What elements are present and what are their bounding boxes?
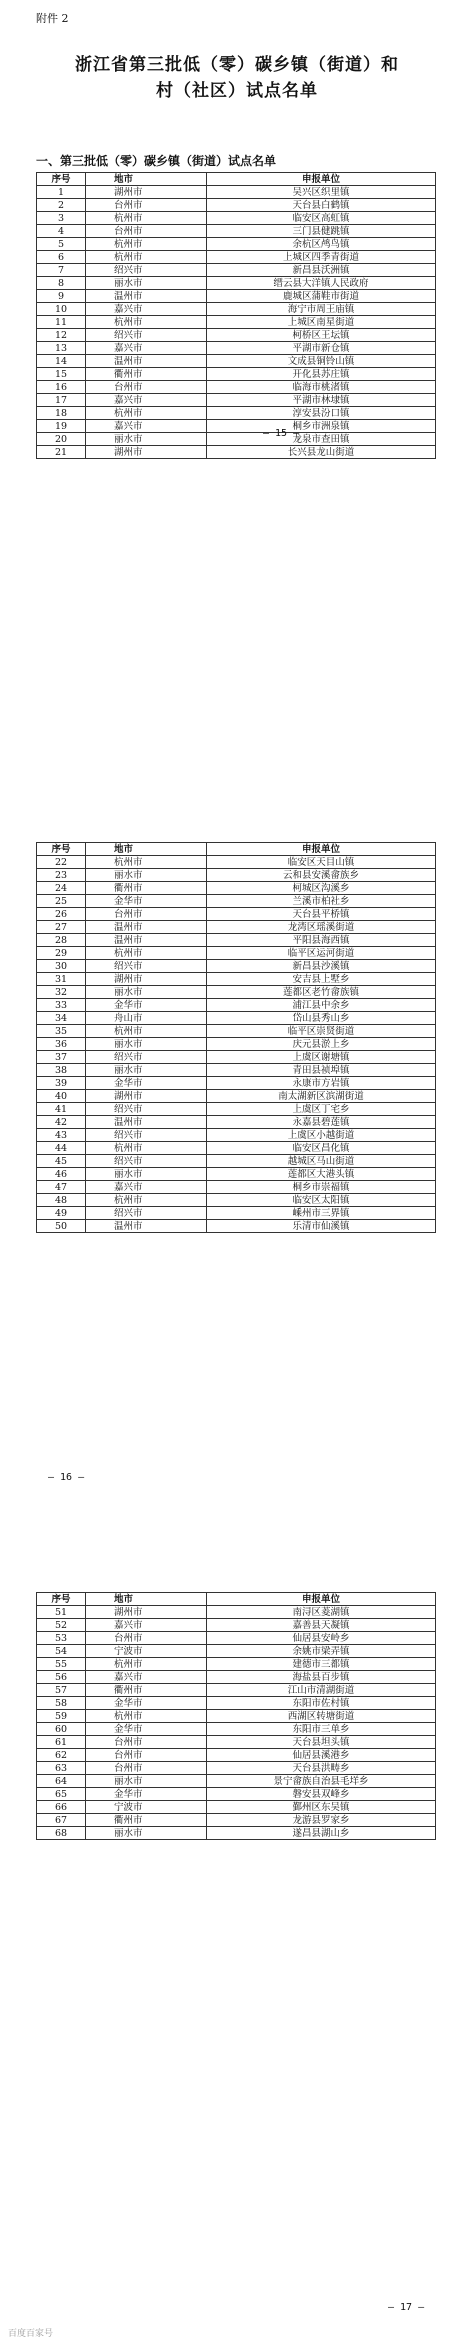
table-row (37, 1671, 436, 1684)
table-row (37, 394, 436, 407)
pilot-table-page-1 (36, 172, 436, 459)
cell-index: 48 (37, 1194, 86, 1207)
cell-index: 28 (37, 934, 86, 947)
cell-city: 温州市 (86, 1116, 207, 1129)
cell-index: 19 (37, 420, 86, 433)
cell-applicant: 龙泉市查田镇 (207, 433, 436, 446)
cell-index: 23 (37, 869, 86, 882)
table-row (37, 1788, 436, 1801)
table-row (37, 1064, 436, 1077)
cell-city: 宁波市 (86, 1645, 207, 1658)
cell-applicant: 临平区运河街道 (207, 947, 436, 960)
cell-city: 温州市 (86, 1220, 207, 1233)
cell-index: 4 (37, 225, 86, 238)
cell-index: 15 (37, 368, 86, 381)
cell-applicant: 淳安县汾口镇 (207, 407, 436, 420)
cell-city: 绍兴市 (86, 264, 207, 277)
cell-index: 9 (37, 290, 86, 303)
table-row (37, 1697, 436, 1710)
cell-applicant: 南浔区菱湖镇 (207, 1606, 436, 1619)
cell-applicant: 柯城区沟溪乡 (207, 882, 436, 895)
cell-city: 台州市 (86, 1736, 207, 1749)
cell-applicant: 长兴县龙山街道 (207, 446, 436, 459)
cell-city: 绍兴市 (86, 960, 207, 973)
cell-index: 20 (37, 433, 86, 446)
table-row (37, 420, 436, 433)
cell-city: 湖州市 (86, 1606, 207, 1619)
cell-city: 宁波市 (86, 1801, 207, 1814)
header-city: 地市 (86, 843, 207, 856)
cell-index: 6 (37, 251, 86, 264)
cell-index: 56 (37, 1671, 86, 1684)
table-row (37, 1077, 436, 1090)
table-row (37, 1827, 436, 1840)
cell-index: 68 (37, 1827, 86, 1840)
table-row (37, 251, 436, 264)
cell-city: 绍兴市 (86, 1051, 207, 1064)
cell-index: 12 (37, 329, 86, 342)
table-row (37, 934, 436, 947)
cell-city: 丽水市 (86, 1775, 207, 1788)
cell-applicant: 桐乡市洲泉镇 (207, 420, 436, 433)
cell-city: 衢州市 (86, 1814, 207, 1827)
cell-applicant: 平阳县海西镇 (207, 934, 436, 947)
cell-city: 台州市 (86, 199, 207, 212)
cell-city: 杭州市 (86, 947, 207, 960)
cell-city: 金华市 (86, 1077, 207, 1090)
header-index: 序号 (37, 1593, 86, 1606)
cell-city: 丽水市 (86, 869, 207, 882)
cell-city: 杭州市 (86, 1658, 207, 1671)
cell-city: 温州市 (86, 290, 207, 303)
cell-city: 嘉兴市 (86, 394, 207, 407)
cell-city: 台州市 (86, 908, 207, 921)
cell-applicant: 建德市三都镇 (207, 1658, 436, 1671)
cell-index: 40 (37, 1090, 86, 1103)
table-row (37, 908, 436, 921)
table-row (37, 856, 436, 869)
cell-applicant: 上城区南星街道 (207, 316, 436, 329)
table-row (37, 1723, 436, 1736)
table-row (37, 1775, 436, 1788)
cell-city: 湖州市 (86, 973, 207, 986)
title-line-1: 浙江省第三批低（零）碳乡镇（街道）和 (75, 55, 399, 75)
table-row (37, 1749, 436, 1762)
header-city: 地市 (86, 1593, 207, 1606)
cell-city: 丽水市 (86, 277, 207, 290)
cell-index: 11 (37, 316, 86, 329)
cell-applicant: 磐安县双峰乡 (207, 1788, 436, 1801)
cell-city: 杭州市 (86, 238, 207, 251)
header-index: 序号 (37, 843, 86, 856)
table-row (37, 407, 436, 420)
cell-applicant: 临海市桃渚镇 (207, 381, 436, 394)
cell-applicant: 龙游县罗家乡 (207, 1814, 436, 1827)
cell-index: 16 (37, 381, 86, 394)
table-row (37, 238, 436, 251)
cell-applicant: 安吉县上墅乡 (207, 973, 436, 986)
table-row (37, 316, 436, 329)
cell-city: 温州市 (86, 934, 207, 947)
cell-city: 绍兴市 (86, 329, 207, 342)
table-row (37, 212, 436, 225)
cell-applicant: 上虞区小越街道 (207, 1129, 436, 1142)
cell-index: 17 (37, 394, 86, 407)
table-row (37, 199, 436, 212)
cell-applicant: 南太湖新区滨湖街道 (207, 1090, 436, 1103)
cell-index: 51 (37, 1606, 86, 1619)
table-row (37, 1090, 436, 1103)
cell-index: 25 (37, 895, 86, 908)
table-body (37, 856, 436, 1233)
page-number: — 16 — (48, 1472, 85, 1483)
table-row (37, 1207, 436, 1220)
cell-city: 丽水市 (86, 1168, 207, 1181)
cell-applicant: 鄞州区东吴镇 (207, 1801, 436, 1814)
cell-city: 舟山市 (86, 1012, 207, 1025)
table-header-row (37, 843, 436, 856)
cell-index: 54 (37, 1645, 86, 1658)
cell-city: 杭州市 (86, 251, 207, 264)
table-row (37, 1103, 436, 1116)
cell-city: 丽水市 (86, 1038, 207, 1051)
cell-applicant: 天台县平桥镇 (207, 908, 436, 921)
cell-applicant: 鹿城区蒲鞋市街道 (207, 290, 436, 303)
cell-index: 13 (37, 342, 86, 355)
cell-index: 53 (37, 1632, 86, 1645)
cell-applicant: 天台县洪畴乡 (207, 1762, 436, 1775)
cell-city: 绍兴市 (86, 1103, 207, 1116)
cell-applicant: 新昌县沃洲镇 (207, 264, 436, 277)
cell-city: 台州市 (86, 1762, 207, 1775)
header-applicant: 申报单位 (207, 173, 436, 186)
cell-city: 衢州市 (86, 882, 207, 895)
cell-index: 63 (37, 1762, 86, 1775)
cell-index: 27 (37, 921, 86, 934)
cell-applicant: 浦江县中余乡 (207, 999, 436, 1012)
header-applicant: 申报单位 (207, 843, 436, 856)
cell-city: 嘉兴市 (86, 1181, 207, 1194)
cell-index: 61 (37, 1736, 86, 1749)
cell-applicant: 仙居县安岭乡 (207, 1632, 436, 1645)
cell-index: 39 (37, 1077, 86, 1090)
cell-index: 8 (37, 277, 86, 290)
table-row (37, 264, 436, 277)
cell-index: 30 (37, 960, 86, 973)
cell-index: 47 (37, 1181, 86, 1194)
cell-city: 台州市 (86, 381, 207, 394)
table-row (37, 446, 436, 459)
cell-index: 50 (37, 1220, 86, 1233)
table-row (37, 1632, 436, 1645)
cell-city: 嘉兴市 (86, 1619, 207, 1632)
table-row (37, 1116, 436, 1129)
cell-applicant: 柯桥区王坛镇 (207, 329, 436, 342)
table-row (37, 225, 436, 238)
cell-city: 台州市 (86, 225, 207, 238)
cell-applicant: 文成县铜铃山镇 (207, 355, 436, 368)
cell-index: 42 (37, 1116, 86, 1129)
cell-index: 24 (37, 882, 86, 895)
table-row (37, 921, 436, 934)
cell-index: 38 (37, 1064, 86, 1077)
header-city: 地市 (86, 173, 207, 186)
cell-applicant: 临安区昌化镇 (207, 1142, 436, 1155)
cell-index: 66 (37, 1801, 86, 1814)
table-row (37, 869, 436, 882)
cell-applicant: 新昌县沙溪镇 (207, 960, 436, 973)
cell-city: 嘉兴市 (86, 303, 207, 316)
watermark: 百度百家号 (8, 2329, 54, 2339)
table-row (37, 1012, 436, 1025)
cell-applicant: 越城区马山街道 (207, 1155, 436, 1168)
cell-applicant: 云和县安溪畲族乡 (207, 869, 436, 882)
cell-index: 14 (37, 355, 86, 368)
cell-index: 7 (37, 264, 86, 277)
table-row (37, 303, 436, 316)
cell-applicant: 庆元县淤上乡 (207, 1038, 436, 1051)
cell-index: 59 (37, 1710, 86, 1723)
cell-applicant: 天台县坦头镇 (207, 1736, 436, 1749)
cell-index: 21 (37, 446, 86, 459)
pilot-table-page-2 (36, 842, 436, 1233)
cell-index: 37 (37, 1051, 86, 1064)
cell-applicant: 临安区高虹镇 (207, 212, 436, 225)
cell-index: 60 (37, 1723, 86, 1736)
table-row (37, 1051, 436, 1064)
cell-city: 温州市 (86, 921, 207, 934)
table-row (37, 342, 436, 355)
cell-index: 44 (37, 1142, 86, 1155)
cell-applicant: 上城区四季青街道 (207, 251, 436, 264)
table-row (37, 1142, 436, 1155)
cell-index: 36 (37, 1038, 86, 1051)
document-title (0, 52, 474, 104)
cell-applicant: 临安区天目山镇 (207, 856, 436, 869)
table-row (37, 973, 436, 986)
cell-city: 丽水市 (86, 433, 207, 446)
table-row (37, 1194, 436, 1207)
cell-applicant: 海盐县百步镇 (207, 1671, 436, 1684)
cell-applicant: 临安区太阳镇 (207, 1194, 436, 1207)
table-row (37, 1736, 436, 1749)
cell-city: 金华市 (86, 1723, 207, 1736)
cell-applicant: 东阳市佐村镇 (207, 1697, 436, 1710)
table-row (37, 999, 436, 1012)
cell-city: 湖州市 (86, 186, 207, 199)
cell-city: 丽水市 (86, 1827, 207, 1840)
cell-city: 绍兴市 (86, 1207, 207, 1220)
cell-applicant: 乐清市仙溪镇 (207, 1220, 436, 1233)
cell-index: 33 (37, 999, 86, 1012)
table-row (37, 1220, 436, 1233)
table-header-row (37, 1593, 436, 1606)
table-row (37, 433, 436, 446)
cell-applicant: 江山市清湖街道 (207, 1684, 436, 1697)
cell-applicant: 三门县健跳镇 (207, 225, 436, 238)
cell-index: 58 (37, 1697, 86, 1710)
table-row (37, 1814, 436, 1827)
table-row (37, 1645, 436, 1658)
cell-city: 湖州市 (86, 446, 207, 459)
cell-applicant: 莲都区大港头镇 (207, 1168, 436, 1181)
cell-index: 22 (37, 856, 86, 869)
cell-index: 3 (37, 212, 86, 225)
cell-index: 2 (37, 199, 86, 212)
cell-city: 金华市 (86, 895, 207, 908)
cell-applicant: 青田县祯埠镇 (207, 1064, 436, 1077)
cell-index: 26 (37, 908, 86, 921)
page-number: — 17 — (388, 2302, 425, 2313)
table-row (37, 290, 436, 303)
cell-applicant: 天台县白鹤镇 (207, 199, 436, 212)
header-applicant: 申报单位 (207, 1593, 436, 1606)
cell-city: 台州市 (86, 1632, 207, 1645)
cell-index: 57 (37, 1684, 86, 1697)
cell-index: 43 (37, 1129, 86, 1142)
cell-index: 35 (37, 1025, 86, 1038)
cell-applicant: 平湖市林埭镇 (207, 394, 436, 407)
cell-city: 台州市 (86, 1749, 207, 1762)
cell-applicant: 遂昌县湖山乡 (207, 1827, 436, 1840)
cell-applicant: 海宁市周王庙镇 (207, 303, 436, 316)
table-row (37, 1762, 436, 1775)
cell-city: 绍兴市 (86, 1155, 207, 1168)
header-index: 序号 (37, 173, 86, 186)
table-header-row (37, 173, 436, 186)
title-line-2: 村（社区）试点名单 (156, 81, 318, 101)
table-row (37, 186, 436, 199)
cell-index: 29 (37, 947, 86, 960)
cell-applicant: 兰溪市柏社乡 (207, 895, 436, 908)
table-row (37, 1168, 436, 1181)
cell-applicant: 余姚市梁弄镇 (207, 1645, 436, 1658)
table-row (37, 1038, 436, 1051)
table-row (37, 1619, 436, 1632)
pilot-table-page-3 (36, 1592, 436, 1840)
cell-city: 杭州市 (86, 1025, 207, 1038)
cell-city: 丽水市 (86, 1064, 207, 1077)
cell-city: 金华市 (86, 1788, 207, 1801)
cell-applicant: 岱山县秀山乡 (207, 1012, 436, 1025)
table-row (37, 895, 436, 908)
table-row (37, 986, 436, 999)
cell-index: 32 (37, 986, 86, 999)
attachment-label: 附件 2 (36, 12, 69, 25)
table-row (37, 1181, 436, 1194)
cell-city: 杭州市 (86, 316, 207, 329)
cell-applicant: 开化县苏庄镇 (207, 368, 436, 381)
cell-city: 杭州市 (86, 407, 207, 420)
cell-index: 62 (37, 1749, 86, 1762)
cell-applicant: 永康市方岩镇 (207, 1077, 436, 1090)
table-row (37, 1684, 436, 1697)
cell-applicant: 桐乡市崇福镇 (207, 1181, 436, 1194)
cell-city: 绍兴市 (86, 1129, 207, 1142)
cell-index: 10 (37, 303, 86, 316)
page-number: — 15 — (263, 428, 300, 439)
cell-index: 67 (37, 1814, 86, 1827)
table-body (37, 186, 436, 459)
cell-index: 64 (37, 1775, 86, 1788)
cell-applicant: 上虞区谢塘镇 (207, 1051, 436, 1064)
cell-index: 5 (37, 238, 86, 251)
table-row (37, 277, 436, 290)
cell-applicant: 余杭区鸬鸟镇 (207, 238, 436, 251)
section-title: 一、第三批低（零）碳乡镇（街道）试点名单 (36, 154, 277, 168)
cell-applicant: 景宁畲族自治县毛垟乡 (207, 1775, 436, 1788)
table-row (37, 355, 436, 368)
cell-index: 65 (37, 1788, 86, 1801)
table-body (37, 1606, 436, 1840)
cell-city: 金华市 (86, 1697, 207, 1710)
cell-index: 34 (37, 1012, 86, 1025)
cell-applicant: 仙居县溪港乡 (207, 1749, 436, 1762)
cell-city: 嘉兴市 (86, 1671, 207, 1684)
cell-applicant: 嵊州市三界镇 (207, 1207, 436, 1220)
cell-applicant: 上虞区丁宅乡 (207, 1103, 436, 1116)
cell-index: 41 (37, 1103, 86, 1116)
table-row (37, 1025, 436, 1038)
cell-index: 18 (37, 407, 86, 420)
cell-city: 金华市 (86, 999, 207, 1012)
table-row (37, 1658, 436, 1671)
cell-city: 嘉兴市 (86, 342, 207, 355)
cell-applicant: 龙湾区瑶溪街道 (207, 921, 436, 934)
cell-city: 丽水市 (86, 986, 207, 999)
table-row (37, 1155, 436, 1168)
cell-index: 55 (37, 1658, 86, 1671)
cell-index: 45 (37, 1155, 86, 1168)
cell-city: 衢州市 (86, 1684, 207, 1697)
table-row (37, 1801, 436, 1814)
table-row (37, 960, 436, 973)
table-row (37, 381, 436, 394)
cell-applicant: 西湖区转塘街道 (207, 1710, 436, 1723)
table-row (37, 1129, 436, 1142)
cell-city: 杭州市 (86, 1710, 207, 1723)
cell-index: 1 (37, 186, 86, 199)
table-row (37, 329, 436, 342)
cell-city: 杭州市 (86, 1194, 207, 1207)
cell-applicant: 临平区崇贤街道 (207, 1025, 436, 1038)
cell-applicant: 嘉善县天凝镇 (207, 1619, 436, 1632)
cell-city: 湖州市 (86, 1090, 207, 1103)
cell-index: 46 (37, 1168, 86, 1181)
table-row (37, 1710, 436, 1723)
cell-city: 杭州市 (86, 856, 207, 869)
cell-city: 衢州市 (86, 368, 207, 381)
cell-index: 31 (37, 973, 86, 986)
cell-applicant: 莲都区老竹畲族镇 (207, 986, 436, 999)
cell-applicant: 平湖市新仓镇 (207, 342, 436, 355)
cell-city: 杭州市 (86, 212, 207, 225)
table-row (37, 368, 436, 381)
cell-index: 52 (37, 1619, 86, 1632)
cell-applicant: 永嘉县碧莲镇 (207, 1116, 436, 1129)
cell-city: 温州市 (86, 355, 207, 368)
table-row (37, 882, 436, 895)
cell-applicant: 吴兴区织里镇 (207, 186, 436, 199)
cell-applicant: 缙云县大洋镇人民政府 (207, 277, 436, 290)
table-row (37, 1606, 436, 1619)
cell-city: 嘉兴市 (86, 420, 207, 433)
cell-city: 杭州市 (86, 1142, 207, 1155)
cell-applicant: 东阳市三单乡 (207, 1723, 436, 1736)
cell-index: 49 (37, 1207, 86, 1220)
table-row (37, 947, 436, 960)
